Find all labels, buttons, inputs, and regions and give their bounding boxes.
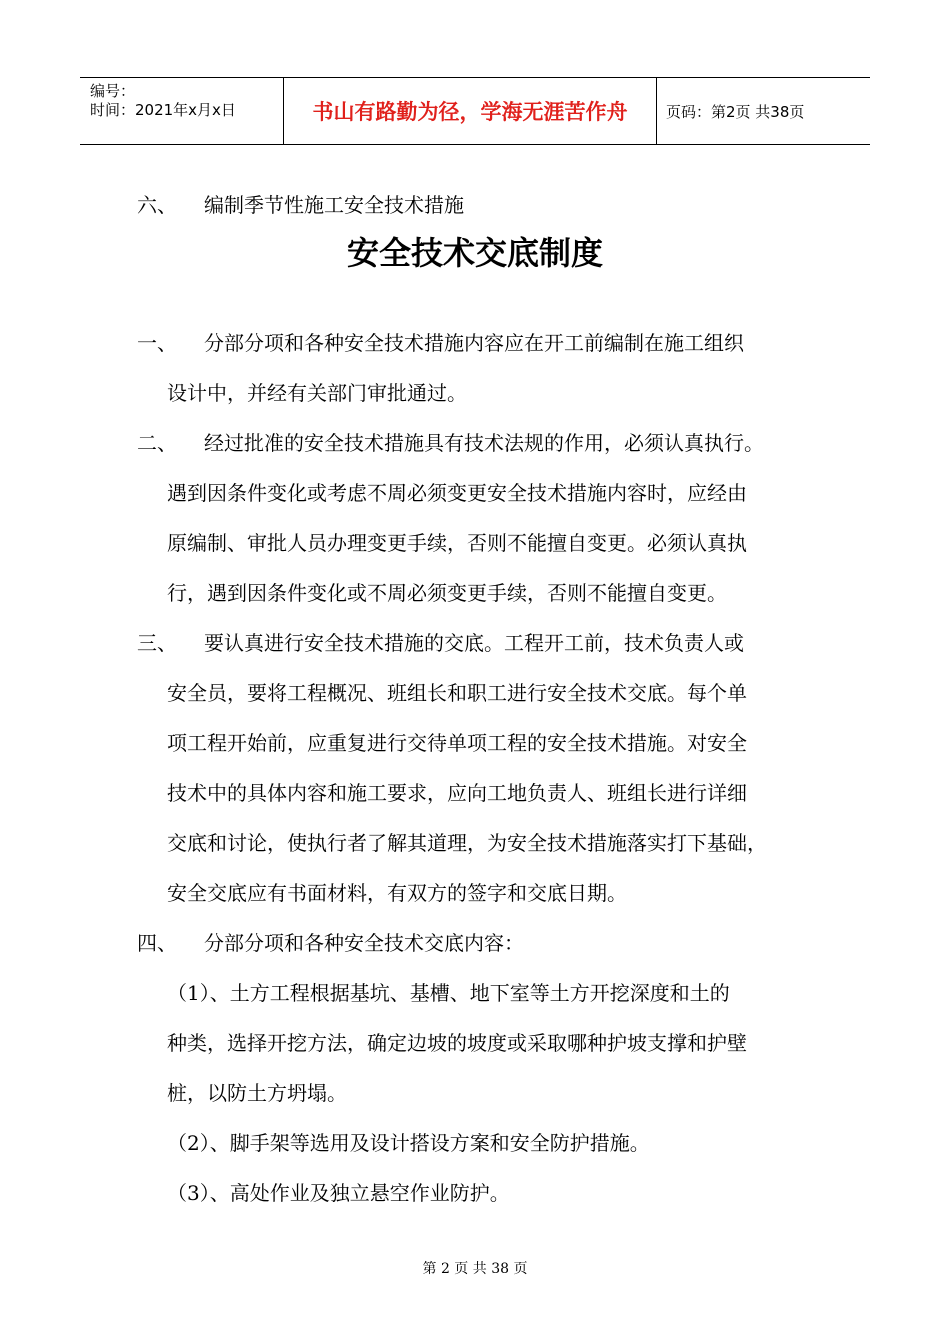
- subitem-line: 种类，选择开挖方法，确定边坡的坡度或采取哪种护坡支撑和护壁: [167, 1031, 747, 1055]
- paragraph-line: 设计中，并经有关部门审批通过。: [167, 381, 467, 405]
- paragraph-line: 行，遇到因条件变化或不周必须变更手续，否则不能擅自变更。: [167, 581, 727, 605]
- header-motto: 书山有路勤为径，学海无涯苦作舟: [312, 100, 628, 124]
- paragraph-line: 安全员，要将工程概况、班组长和职工进行安全技术交底。每个单: [167, 681, 747, 705]
- header-motto-cell: [283, 78, 657, 144]
- header-page-info: 页码：第2页 共38页: [666, 102, 805, 121]
- paragraph-line: 分部分项和各种安全技术措施内容应在开工前编制在施工组织: [204, 331, 744, 355]
- item-number: 四、: [137, 931, 177, 955]
- paragraph-line: 遇到因条件变化或考虑不周必须变更安全技术措施内容时，应经由: [167, 481, 747, 505]
- document-number-label: 编号：: [90, 82, 136, 100]
- paragraph-line: 经过批准的安全技术措施具有技术法规的作用，必须认真执行。: [204, 431, 764, 455]
- header-meta: [90, 82, 236, 120]
- subitem-line: （1）、土方工程根据基坑、基槽、地下室等土方开挖深度和土的: [167, 981, 730, 1005]
- paragraph-line: 安全交底应有书面材料，有双方的签字和交底日期。: [167, 881, 627, 905]
- subitem-line: 桩，以防土方坍塌。: [167, 1081, 347, 1105]
- paragraph-line: 交底和讨论，使执行者了解其道理，为安全技术措施落实打下基础，: [167, 831, 767, 855]
- subitem-line: （3）、高处作业及独立悬空作业防护。: [167, 1181, 510, 1205]
- lead-number: 六、: [137, 193, 177, 217]
- item-number: 二、: [137, 431, 177, 455]
- paragraph-line: 要认真进行安全技术措施的交底。工程开工前，技术负责人或: [204, 631, 744, 655]
- lead-text: 编制季节性施工安全技术措施: [204, 193, 464, 217]
- subitem-line: （2）、脚手架等选用及设计搭设方案和安全防护措施。: [167, 1131, 650, 1155]
- page-footer: 第 2 页 共 38 页: [422, 1261, 528, 1277]
- paragraph-line: 技术中的具体内容和施工要求，应向工地负责人、班组长进行详细: [167, 781, 747, 805]
- paragraph-line: 项工程开始前，应重复进行交待单项工程的安全技术措施。对安全: [167, 731, 747, 755]
- paragraph-line: 分部分项和各种安全技术交底内容：: [204, 931, 524, 955]
- document-title: 安全技术交底制度: [346, 234, 603, 272]
- paragraph-line: 原编制、审批人员办理变更手续，否则不能擅自变更。必须认真执: [167, 531, 747, 555]
- item-number: 三、: [137, 631, 177, 655]
- item-number: 一、: [137, 331, 177, 355]
- page-header: [80, 77, 870, 145]
- document-time: 时间：2021年x月x日: [90, 101, 236, 119]
